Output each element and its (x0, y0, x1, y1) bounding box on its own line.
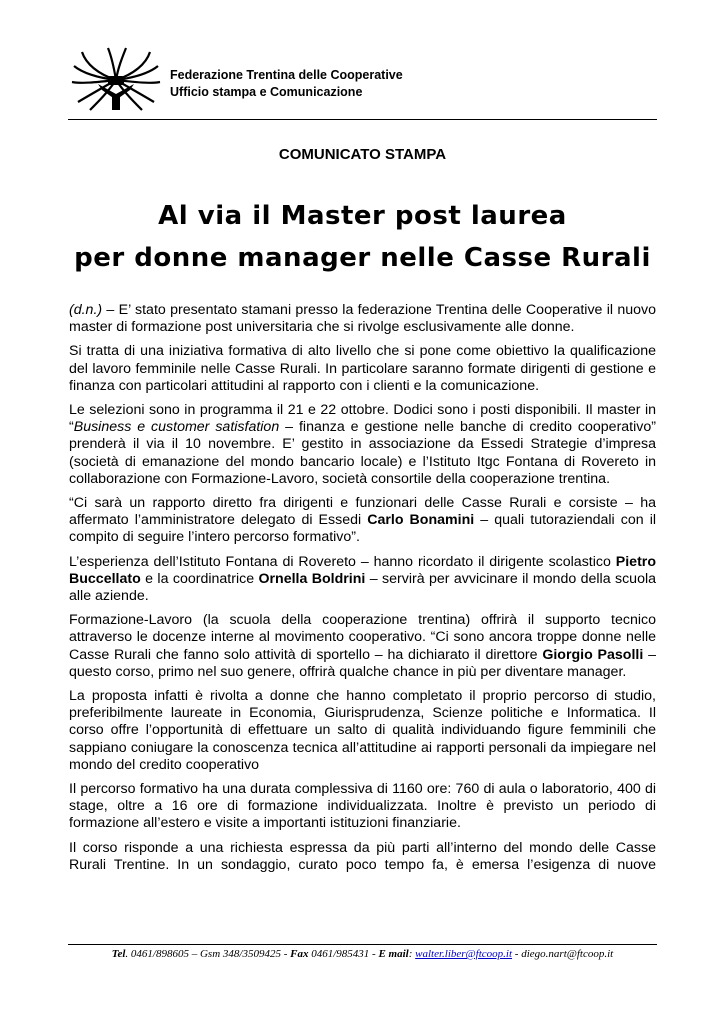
organization-header (170, 67, 403, 101)
email-link-1[interactable]: walter.liber@ftcoop.it (415, 948, 513, 960)
paragraph (69, 343, 656, 395)
email-separator: : (408, 948, 416, 960)
paragraph-text: Si tratta di una iniziativa formativa di alto livello che si pone come obiettivo la qualificazione del lavoro femminile nelle Casse Rurali. In particolare saranno formate dirigenti di gestione e finanza con particolari attitudini al rapporto con i clienti e la comunicazione. (69, 343, 656, 394)
paragraph (69, 612, 656, 681)
paragraph-text: L’esperienza dell’Istituto Fontana di Rovereto – hanno ricordato il dirigente scolastico (69, 553, 616, 570)
paragraph (69, 402, 656, 488)
paragraph-text: – servirà per avvicinare il mondo della scuola alle aziende. (69, 570, 656, 605)
paragraph (69, 495, 656, 547)
fax-value: 0461/985431 - (308, 948, 379, 960)
cooperative-logo (68, 44, 164, 114)
paragraph-text: Formazione-Lavoro (la scuola della cooperazione trentina) offrirà il supporto tecnico attraverso le docenze interne al movimento cooperativo. “Ci sono ancora troppe donne nelle Casse Rurali che fanno solo attività di sportello – ha dichiarato il direttore (69, 612, 656, 663)
paragraph (69, 302, 656, 336)
paragraph-text: – questo corso, primo nel suo genere, offrirà qualche chance in più per diventare manager. (69, 646, 656, 680)
office-name: Ufficio stampa e Comunicazione (170, 85, 363, 99)
paragraph-text: Il corso risponde a una richiesta espressa da più parti all’interno del mondo delle Casse Rurali Trentine. In un sondaggio, curato poco tempo fa, è emersa l’esigenza di nuove (69, 839, 656, 873)
paragraph-text: “Ci sarà un rapporto diretto fra dirigenti e funzionari delle Casse Rurali e corsiste – ha affermato l’amministratore delegato di Essedi (69, 495, 656, 529)
headline-line-2: per donne manager nelle Casse Rurali (74, 243, 651, 273)
person-name: Giorgio Pasolli (542, 646, 644, 663)
italic-text: Business e customer satisfation (73, 419, 280, 436)
email-between: - (512, 948, 522, 960)
paragraph-text: e la coordinatrice (140, 570, 259, 587)
paragraph-text: Le selezioni sono in programma il 21 e 22 ottobre. Dodici sono i posti disponibili. Il master in “ (69, 402, 656, 436)
document-label: COMUNICATO STAMPA (278, 146, 447, 163)
headline (40, 195, 685, 279)
paragraph-text: – E’ stato presentato stamani presso la federazione Trentina delle Cooperative il nuovo master di formazione post universitaria che si rivolge esclusivamente alle donne. (69, 302, 656, 336)
person-name: Ornella Boldrini (258, 570, 366, 587)
paragraph-text: Il percorso formativo ha una durata complessiva di 1160 ore: 760 di aula o laboratorio, 400 di stage, oltre a 16 ore di formazione individualizzata. Inoltre è previsto un periodo di formazione all’estero e visite a importanti istituzioni finanziarie. (69, 781, 656, 832)
italic-text: (d.n.) (69, 302, 103, 318)
contact-footer (0, 948, 725, 960)
fax-label: Fax (290, 948, 309, 960)
organization-name: Federazione Trentina delle Cooperative (170, 68, 403, 82)
paragraph (69, 840, 656, 874)
footer-divider (68, 944, 657, 945)
person-name: Carlo Bonamini (367, 512, 475, 529)
email-label: E mail (378, 948, 409, 960)
article-body (69, 302, 656, 881)
person-name: Pietro Buccellato (69, 553, 656, 587)
paragraph (69, 554, 656, 606)
tel-value: . 0461/898605 – Gsm 348/3509425 - (125, 948, 291, 960)
paragraph (69, 781, 656, 833)
paragraph-text: La proposta infatti è rivolta a donne che hanno completato il proprio percorso di studio, preferibilmente laureate in Economia, Giurisprudenza, Scienze politiche e Informatica. Il corso offre l’opportunità di effettuare un salto di qualità individuando figure femminili che sappiano coniugare la conoscenza tecnica all’attitudine ai rapporti personali da impiegare nel mondo del credito cooperativo (69, 688, 656, 773)
paragraph (69, 688, 656, 774)
header-divider (68, 119, 657, 120)
paragraph-text: – quali tutoraziendali con il compito di seguire l’intero percorso formativo”. (69, 512, 656, 546)
headline-line-1: Al via il Master post laurea (158, 201, 567, 231)
tel-label: Tel (111, 948, 126, 960)
paragraph-text: – finanza e gestione nelle banche di credito cooperativo” prenderà il via il 10 novembre. E’ gestito in associazione da Essedi Strategie d’impresa (società di emanazione del mondo bancario locale) e l’Istituto Itgc Fontana di Rovereto in collaborazione con Formazione-Lavoro, società consortile della cooperazione trentina. (69, 419, 656, 487)
email-2: diego.nart@ftcoop.it (521, 948, 614, 960)
